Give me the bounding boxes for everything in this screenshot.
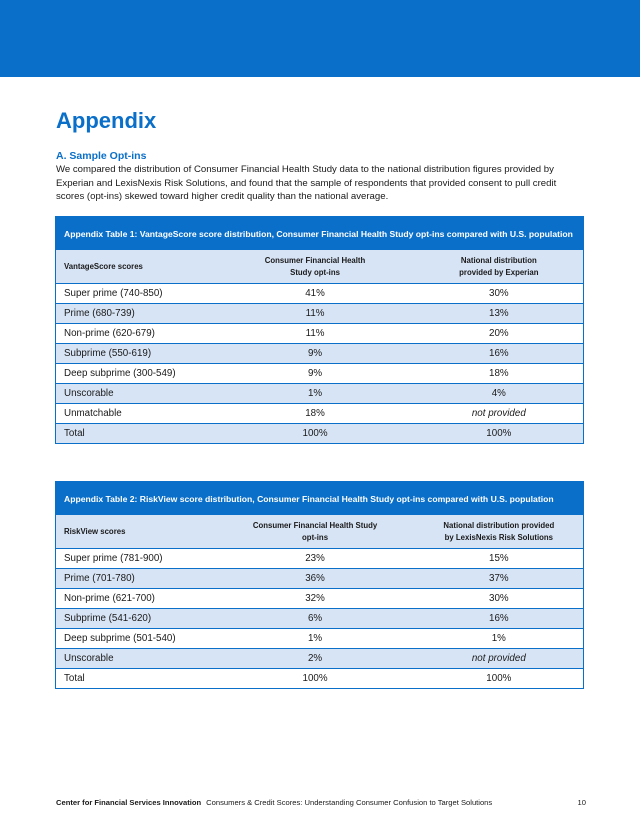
header-band xyxy=(0,0,640,77)
table-cell: 100% xyxy=(486,428,512,439)
column-header: National distribution provided by Experian xyxy=(459,255,539,277)
table-cell: 41% xyxy=(305,288,325,299)
table-row xyxy=(56,283,583,303)
table-caption: Appendix Table 2: RiskView score distribution, Consumer Financial Health Study opt-ins compared with U.S. population xyxy=(56,482,583,515)
table-cell: 11% xyxy=(305,328,325,339)
table-cell: 100% xyxy=(302,428,328,439)
appendix-table-2 xyxy=(55,481,584,689)
table-row xyxy=(56,403,583,423)
table-row xyxy=(56,423,583,443)
table-cell: Super prime (740-850) xyxy=(64,288,163,299)
table-header-row xyxy=(56,515,583,548)
table-cell: Super prime (781-900) xyxy=(64,553,163,564)
table-cell: 6% xyxy=(307,613,323,624)
table-cell: 16% xyxy=(489,613,509,624)
column-header: Consumer Financial Health Study opt-ins xyxy=(252,520,378,542)
table-cell: 11% xyxy=(305,308,325,319)
table-cell: 1% xyxy=(307,388,323,399)
table-cell: Prime (680-739) xyxy=(64,308,135,319)
table-body xyxy=(56,548,583,688)
footer-org: Center for Financial Services Innovation xyxy=(56,798,202,807)
page-title: Appendix xyxy=(56,108,157,133)
table-cell: 9% xyxy=(307,348,323,359)
table-row xyxy=(56,323,583,343)
table-cell: 100% xyxy=(486,673,512,684)
table-row xyxy=(56,548,583,568)
table-row xyxy=(56,363,583,383)
section-sample-opt-ins xyxy=(56,150,586,204)
table-cell: 30% xyxy=(489,288,509,299)
table-cell: 9% xyxy=(307,368,323,379)
table-cell: Deep subprime (300-549) xyxy=(64,368,176,379)
column-header: RiskView scores xyxy=(64,527,126,536)
table-cell: 20% xyxy=(489,328,509,339)
table-row xyxy=(56,628,583,648)
table-row xyxy=(56,608,583,628)
table-header-row xyxy=(56,250,583,283)
column-header: National distribution provided by LexisNexis Risk Solutions xyxy=(443,520,555,542)
table-cell: Subprime (541-620) xyxy=(64,613,152,624)
table-cell: Total xyxy=(64,673,85,684)
column-header: Consumer Financial Health Study opt-ins xyxy=(264,255,366,277)
table-cell: Total xyxy=(64,428,85,439)
page-footer xyxy=(56,798,586,807)
table-cell: 36% xyxy=(305,573,325,584)
table-row xyxy=(56,343,583,363)
table-cell: 32% xyxy=(305,593,325,604)
table-cell: 37% xyxy=(489,573,509,584)
table-row xyxy=(56,383,583,403)
table-cell: not provided xyxy=(471,408,526,419)
table-row xyxy=(56,303,583,323)
page-number: 10 xyxy=(577,798,586,807)
table-cell: Unscorable xyxy=(64,388,114,399)
section-body: We compared the distribution of Consumer Financial Health Study data to the national distribution figures provided by Experian and LexisNexis Risk Solutions, and found that the sample of respondents that provided consent to pull credit scores (opt-ins) skewed toward higher credit quality than the national average. xyxy=(56,164,557,202)
table-cell: Prime (701-780) xyxy=(64,573,135,584)
table-cell: Non-prime (621-700) xyxy=(64,593,155,604)
table-cell: Deep subprime (501-540) xyxy=(64,633,176,644)
table-row xyxy=(56,568,583,588)
appendix-table-1 xyxy=(55,216,584,444)
table-row xyxy=(56,588,583,608)
table-cell: 15% xyxy=(489,553,509,564)
table-cell: 2% xyxy=(307,653,323,664)
footer-doc-title: Consumers & Credit Scores: Understanding Consumer Confusion to Target Solutions xyxy=(206,798,493,807)
table-row xyxy=(56,648,583,668)
table-cell: Subprime (550-619) xyxy=(64,348,152,359)
table-cell: 16% xyxy=(489,348,509,359)
table-cell: 1% xyxy=(307,633,323,644)
table-cell: 18% xyxy=(489,368,509,379)
table-cell: not provided xyxy=(471,653,526,664)
table-cell: 13% xyxy=(489,308,509,319)
table-caption: Appendix Table 1: VantageScore score distribution, Consumer Financial Health Study opt-ins compared with U.S. population xyxy=(56,217,583,250)
table-cell: 4% xyxy=(491,388,506,399)
table-cell: Non-prime (620-679) xyxy=(64,328,155,339)
table-row xyxy=(56,668,583,688)
table-body xyxy=(56,283,583,443)
table-cell: 18% xyxy=(305,408,325,419)
column-header: VantageScore scores xyxy=(64,262,143,271)
table-cell: 100% xyxy=(302,673,328,684)
table-cell: 1% xyxy=(491,633,506,644)
table-cell: Unmatchable xyxy=(64,408,122,419)
table-cell: 30% xyxy=(489,593,509,604)
section-heading: A. Sample Opt-ins xyxy=(56,150,147,162)
table-cell: 23% xyxy=(305,553,325,564)
table-cell: Unscorable xyxy=(64,653,114,664)
